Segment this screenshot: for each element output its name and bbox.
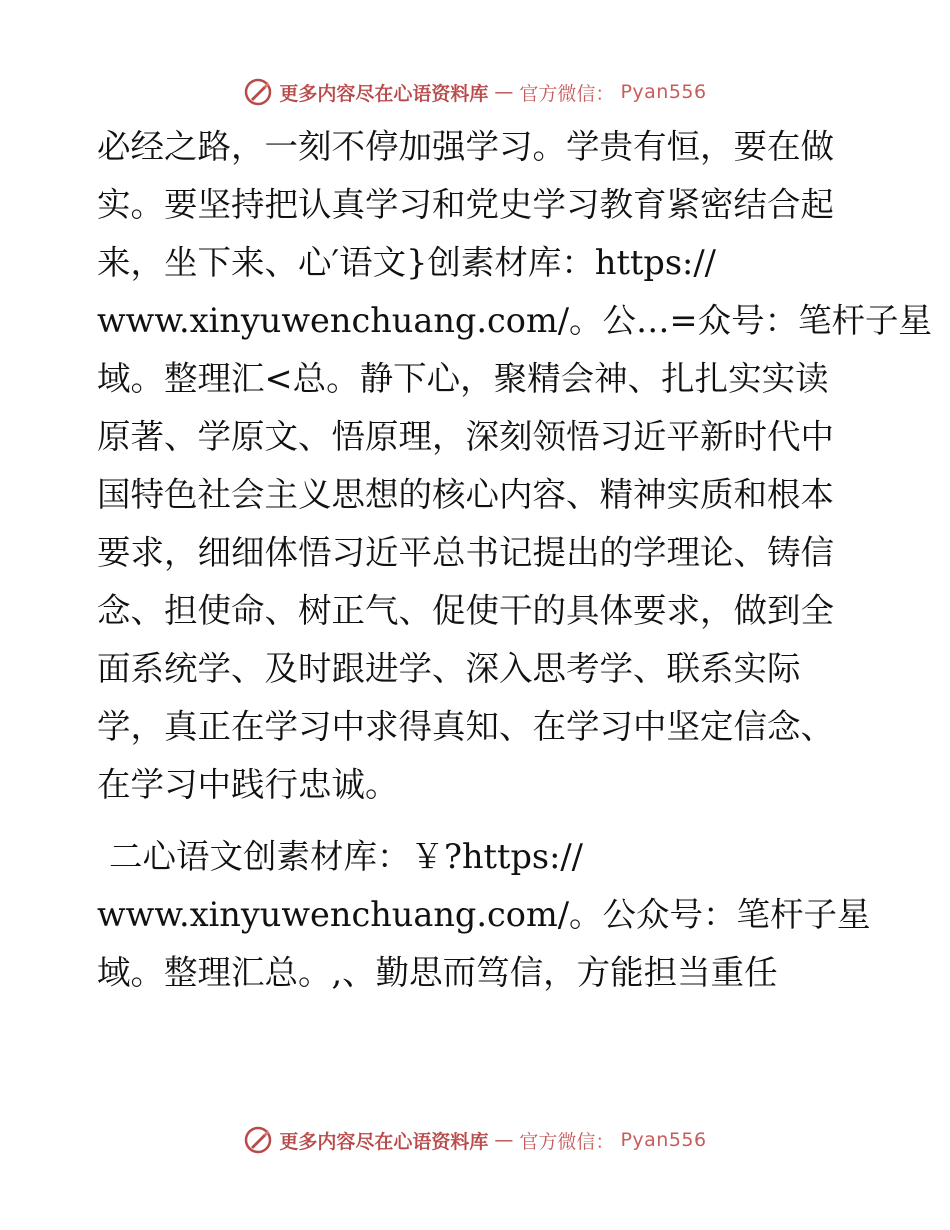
- text-line: 国特色社会主义思想的核心内容、精神实质和根本: [97, 475, 834, 514]
- header-brand: [243, 77, 706, 107]
- text-line: 二心语文创素材库：￥?https://: [109, 837, 583, 876]
- paragraph-1: [97, 118, 933, 814]
- footer-brand-text: 更多内容尽在心语资料库: [279, 1130, 489, 1153]
- header-wechat-id: Pyan556: [620, 81, 707, 103]
- footer-separator: —: [494, 1129, 514, 1151]
- document-body: [97, 118, 933, 1002]
- page-footer: [0, 1120, 950, 1160]
- footer-wechat-id: Pyan556: [620, 1129, 707, 1151]
- text-line: 域。整理汇总。,、勤思而笃信，方能担当重任: [97, 953, 778, 992]
- text-line: 原著、学原文、悟原理，深刻领悟习近平新时代中: [97, 417, 834, 456]
- header-brand-text: 更多内容尽在心语资料库: [279, 82, 489, 105]
- footer-brand: [243, 1125, 706, 1155]
- quill-logo-icon: [243, 1125, 273, 1155]
- text-line: 面系统学、及时跟进学、深入思考学、联系实际: [97, 649, 801, 688]
- quill-logo-icon: [243, 77, 273, 107]
- text-line: www.xinyuwenchuang.com/。公众号：笔杆子星: [97, 895, 871, 934]
- text-line: 域。整理汇<总。静下心，聚精会神、扎扎实实读: [97, 359, 829, 398]
- page-header: [0, 72, 950, 112]
- text-line: www.xinyuwenchuang.com/。公…=众号：笔杆子星: [97, 301, 933, 340]
- header-wechat-label: 官方微信：: [519, 82, 615, 105]
- text-line: 实。要坚持把认真学习和党史学习教育紧密结合起: [97, 185, 834, 224]
- paragraph-2: [97, 828, 871, 1002]
- text-line: 念、担使命、树正气、促使干的具体要求，做到全: [97, 591, 834, 630]
- text-line: 要求，细细体悟习近平总书记提出的学理论、铸信: [97, 533, 834, 572]
- text-line: 学，真正在学习中求得真知、在学习中坚定信念、: [97, 707, 834, 746]
- header-separator: —: [494, 81, 514, 103]
- text-line: 必经之路，一刻不停加强学习。学贵有恒，要在做: [97, 127, 834, 166]
- text-line: 在学习中践行忠诚。: [97, 765, 399, 804]
- text-line: 来，坐下来、心′语文}创素材库：https://: [97, 243, 716, 282]
- footer-wechat-label: 官方微信：: [519, 1130, 615, 1153]
